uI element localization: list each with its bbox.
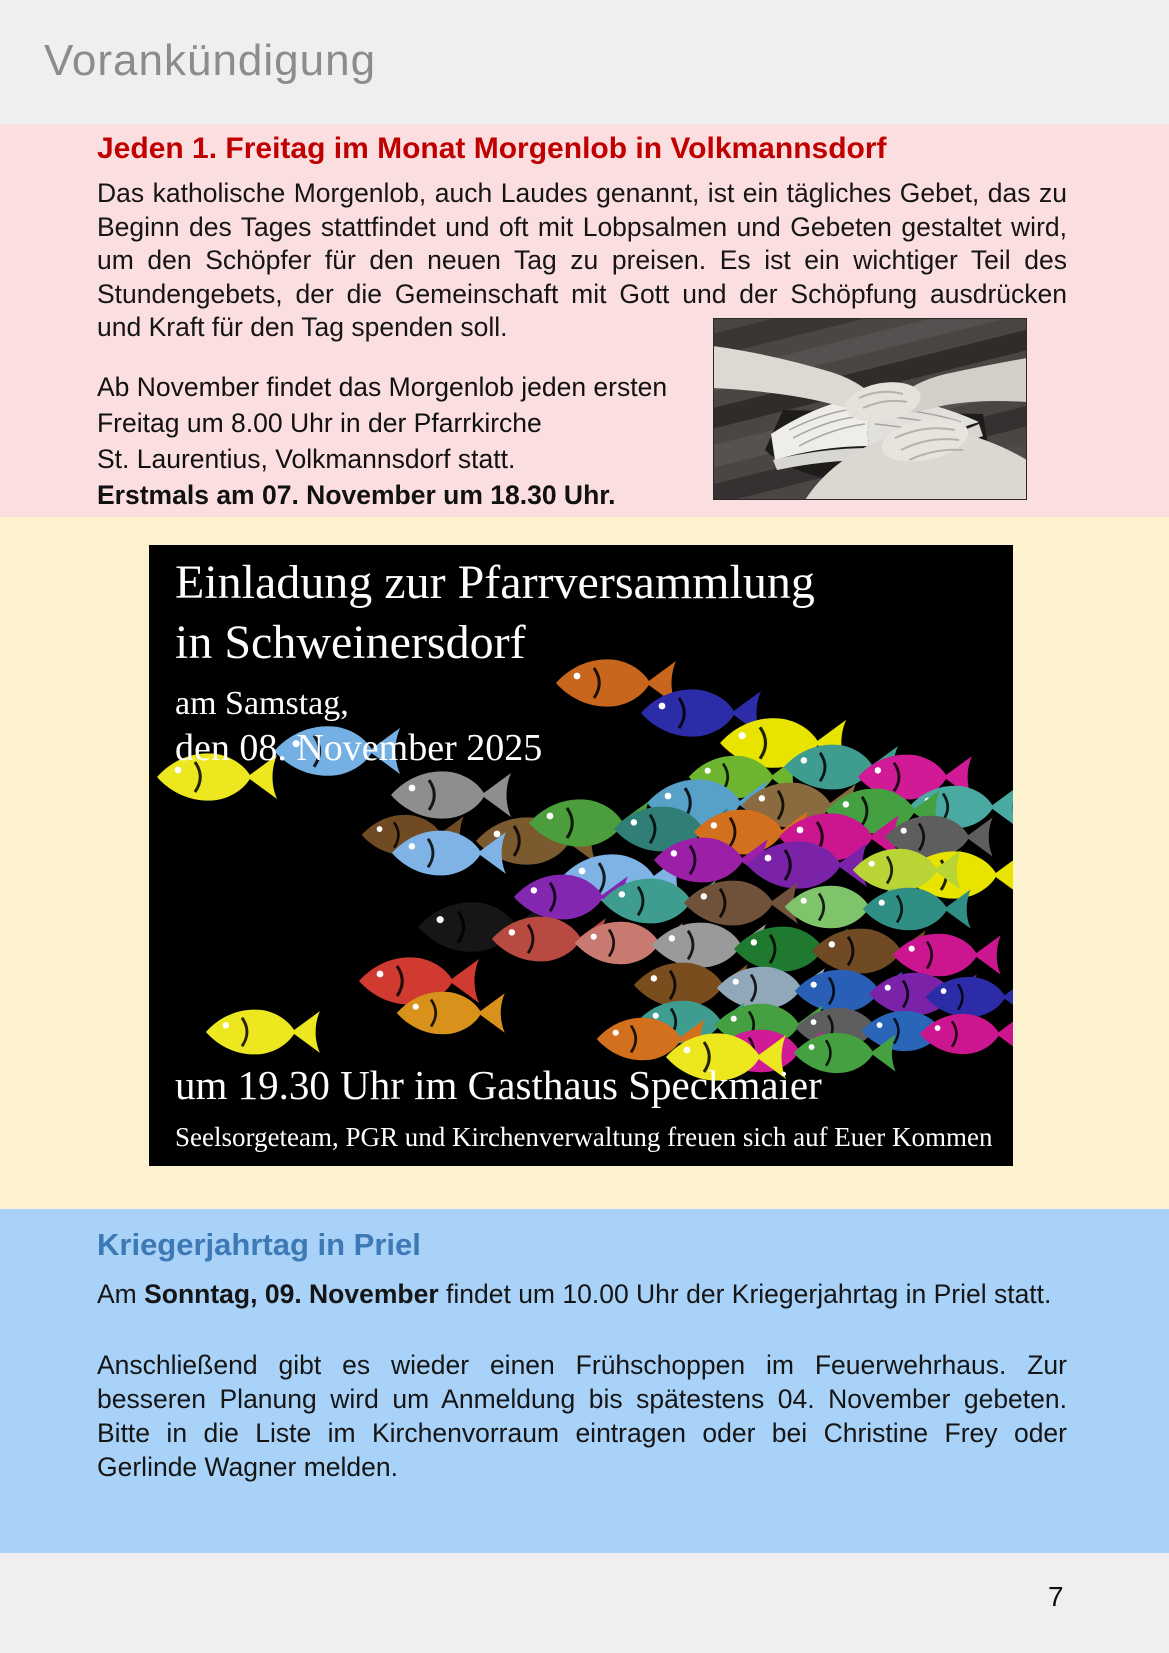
schedule-highlight: Erstmals am 07. November um 18.30 Uhr. xyxy=(97,479,616,510)
fish xyxy=(893,934,1001,977)
kriegerjahrtag-heading: Kriegerjahrtag in Priel xyxy=(97,1227,421,1262)
p1-prefix: Am xyxy=(97,1279,145,1309)
fish xyxy=(920,1014,1013,1054)
p1-date-bold: Sonntag, 09. November xyxy=(144,1279,439,1309)
schedule-line: Ab November findet das Morgenlob jeden ersten xyxy=(97,371,668,402)
hands-praying-photo xyxy=(713,318,1027,500)
poster-date-line1: am Samstag, xyxy=(175,685,349,722)
poster-footer-line: Seelsorgeteam, PGR und Kirchenverwaltung freuen sich auf Euer Kommen xyxy=(175,1122,993,1152)
page-number: 7 xyxy=(1048,1581,1064,1612)
page-title: Vorankündigung xyxy=(44,36,377,85)
kriegerjahrtag-section xyxy=(0,1209,1169,1553)
poster-title-line1: Einladung zur Pfarrversammlung xyxy=(175,556,815,609)
poster-time-line: um 19.30 Uhr im Gasthaus Speckmaier xyxy=(175,1062,822,1108)
poster-title-line2: in Schweinersdorf xyxy=(175,616,526,669)
schedule-line: Freitag um 8.00 Uhr in der Pfarrkirche xyxy=(97,407,542,438)
morgenlob-section xyxy=(0,124,1169,517)
fish xyxy=(206,1010,320,1055)
schedule-line: St. Laurentius, Volkmannsdorf statt. xyxy=(97,443,516,474)
p1-rest: findet um 10.00 Uhr der Kriegerjahrtag in Priel statt. xyxy=(438,1279,1052,1309)
page-header xyxy=(0,0,1169,124)
morgenlob-body: Das katholische Morgenlob, auch Laudes genannt, ist ein tägliches Gebet, das zu Beginn des Tages stattfindet und oft mit Lobpsalmen und Gebeten gestaltet wird, um den Schöpfer für den neuen Tag zu preisen. Es ist ein wichtiger Teil des Stundengebets, der die Gemeinschaft mit Gott und der Schöpfung ausdrücken und Kraft für den Tag spenden soll. xyxy=(97,178,1067,342)
morgenlob-schedule xyxy=(97,369,707,513)
pfarrversammlung-poster xyxy=(149,545,1013,1166)
page-footer xyxy=(0,1553,1169,1653)
kriegerjahrtag-p1 xyxy=(97,1277,1067,1312)
fish xyxy=(391,771,511,818)
poster-date-line2: den 08. November 2025 xyxy=(175,727,543,769)
kriegerjahrtag-p2: Anschließend gibt es wieder einen Frühschoppen im Feuerwehrhaus. Zur besseren Planung wird um Anmeldung bis spätestens 04. November gebeten. Bitte in die Liste im Kirchenvorraum eintragen oder bei Christine Frey oder Gerlinde Wagner melden. xyxy=(97,1350,1067,1482)
morgenlob-heading: Jeden 1. Freitag im Monat Morgenlob in Volkmannsdorf xyxy=(97,132,887,165)
fish xyxy=(684,881,798,926)
pfarrversammlung-section xyxy=(0,517,1169,1209)
